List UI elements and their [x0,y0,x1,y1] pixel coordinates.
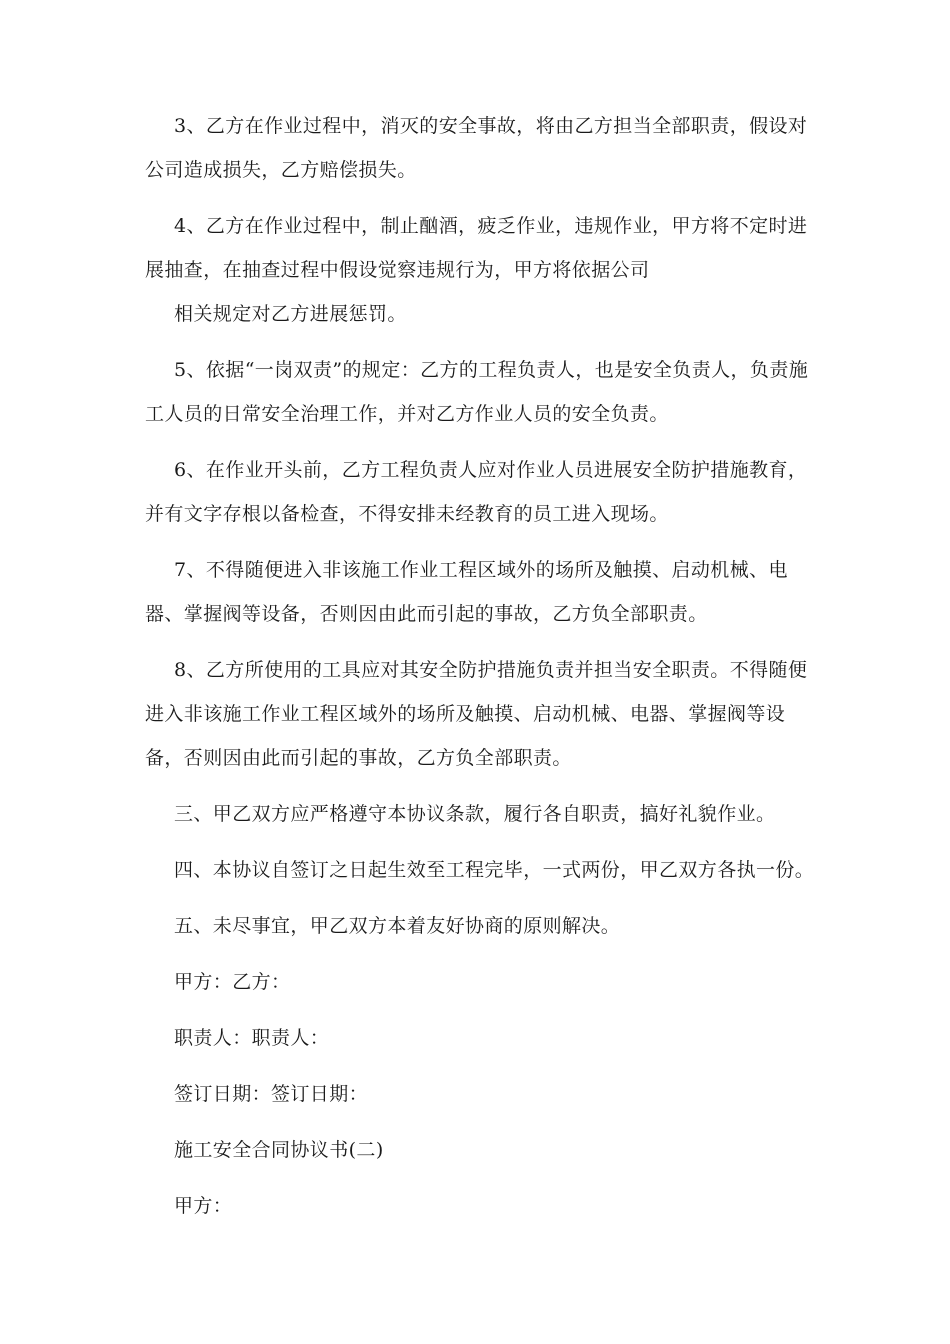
clause-5: 5、依据“一岗双责”的规定：乙方的工程负责人，也是安全负责人，负责施工人员的日常安全治理工作，并对乙方作业人员的安全负责。 [145,359,809,425]
agreement-two-title: 施工安全合同协议书(二) [174,1139,384,1161]
section-five: 五、未尽事宜，甲乙双方本着友好协商的原则解决。 [174,915,621,937]
clause-3: 3、乙方在作业过程中，消灭的安全事故，将由乙方担当全部职责，假设对公司造成损失，乙方赔偿损失。 [145,115,808,181]
party-a-label: 甲方： [174,1195,233,1217]
clause-4: 4、乙方在作业过程中，制止酗酒，疲乏作业，违规作业，甲方将不定时进展抽查，在抽查过程中假设觉察违规行为，甲方将依据公司 [145,215,808,281]
clause-6: 6、在作业开头前，乙方工程负责人应对作业人员进展安全防护措施教育，并有文字存根以备检查，不得安排未经教育的员工进入现场。 [145,459,808,525]
signature-parties: 甲方：乙方： [174,971,291,993]
section-three: 三、甲乙双方应严格遵守本协议条款，履行各自职责，搞好礼貌作业。 [174,803,776,825]
clause-8: 8、乙方所使用的工具应对其安全防护措施负责并担当安全职责。不得随便进入非该施工作业工程区域外的场所及触摸、启动机械、电器、掌握阀等设备，否则因由此而引起的事故，乙方负全部职责。 [145,659,808,769]
document-body [145,104,815,1240]
signature-responsible: 职责人：职责人： [174,1027,330,1049]
clause-7: 7、不得随便进入非该施工作业工程区域外的场所及触摸、启动机械、电器、掌握阀等设备，否则因由此而引起的事故，乙方负全部职责。 [145,559,788,625]
signature-date: 签订日期：签订日期： [174,1083,369,1105]
section-four: 四、本协议自签订之日起生效至工程完毕，一式两份，甲乙双方各执一份。 [174,859,815,881]
clause-4-continued: 相关规定对乙方进展惩罚。 [174,303,407,325]
